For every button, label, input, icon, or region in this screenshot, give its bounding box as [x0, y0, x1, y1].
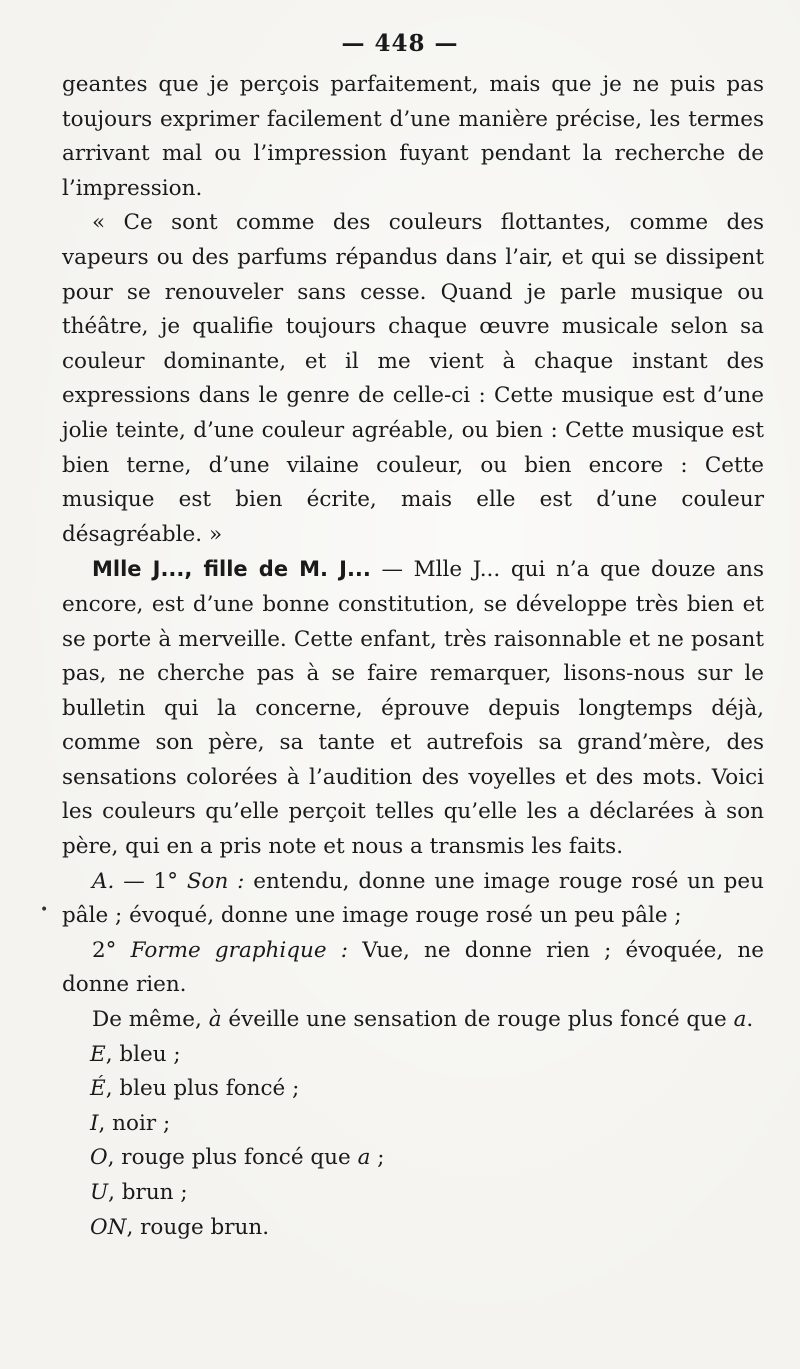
paragraph-forme	[62, 934, 764, 1003]
letter-a-grave: à	[208, 1007, 222, 1033]
paragraph-son-body: entendu, donne une image rouge rosé un peu pâle ; évoqué, donne une image rouge rosé un peu pâle ;	[62, 868, 764, 929]
list-text: , brun ;	[108, 1180, 188, 1205]
list-letter: ON	[90, 1214, 127, 1240]
list-text: , bleu plus foncé ;	[105, 1076, 300, 1102]
paragraph-mlle-j	[62, 552, 764, 864]
list-text: , rouge plus foncé que	[107, 1145, 358, 1171]
list-letter: É	[90, 1076, 106, 1102]
list-item	[62, 1038, 764, 1073]
list-text: , noir ;	[98, 1110, 171, 1136]
paragraph-son	[62, 865, 764, 934]
list-letter-a: a	[357, 1145, 371, 1171]
list-letter: O	[90, 1145, 108, 1171]
paragraph-quote: « Ce sont comme des couleurs flottantes, comme des vapeurs ou des parfums répandus dans l’air, et qui se dissipent pour se renouveler sans cesse. Quand je parle musique ou théâtre, je qualifie toujours chaque œuvre musicale selon sa couleur dominante, et il me vient à chaque instant des expressions dans le genre de celle-ci : Cette musique est d’une jolie teinte, d’une couleur agréable, ou bien : Cette musique est bien terne, d’une vilaine couleur, ou bien encore : Cette musique est bien écrite, mais elle est d’une couleur désagréable. »	[62, 210, 764, 547]
number-two: 2°	[92, 937, 131, 963]
list-letter: E	[90, 1041, 106, 1067]
body-text	[62, 68, 764, 1245]
de-meme-start: De même,	[92, 1007, 209, 1033]
de-meme-end: .	[746, 1007, 754, 1033]
list-letter: I	[90, 1110, 99, 1136]
section-heading: Mlle J..., fille de M. J...	[92, 557, 371, 582]
page-number: — 448 —	[341, 30, 459, 57]
paragraph-de-meme	[62, 1003, 764, 1038]
dash-number: — 1°	[114, 868, 187, 894]
margin-mark: •	[40, 902, 49, 918]
list-text: , bleu ;	[105, 1041, 181, 1067]
label-forme-graphique: Forme graphique :	[130, 937, 349, 963]
list-text: , rouge brun.	[126, 1214, 270, 1240]
list-item	[62, 1141, 764, 1176]
paragraph-mlle-j-body: — Mlle J... qui n’a que douze ans encore, est d’une bonne constitution, se développe très bien et se porte à merveille. Cette enfant, très raisonnable et ne posant pas, ne cherche pas à se faire remarquer, lisons-nous sur le bulletin qui la concerne, éprouve depuis longtemps déjà, comme son père, sa tante et autrefois sa grand’mère, des sensations colorées à l’audition des voyelles et des mots. Voici les couleurs qu’elle perçoit telles qu’elle les a déclarées à son père, qui en a pris note et nous a transmis les faits.	[62, 557, 764, 860]
list-item	[62, 1211, 764, 1246]
list-item	[62, 1176, 764, 1211]
list-item	[62, 1107, 764, 1142]
paragraph-continuation: geantes que je perçois parfaitement, mais que je ne puis pas toujours exprimer facilement d’une manière précise, les termes arrivant mal ou l’impression fuyant pendant la recherche de l’impression.	[62, 72, 764, 201]
list-item	[62, 1072, 764, 1107]
de-meme-body: éveille une sensation de rouge plus foncé que	[221, 1007, 734, 1033]
list-letter: U	[90, 1180, 109, 1205]
label-son: Son :	[186, 868, 245, 894]
paragraph-forme-body: Vue, ne donne rien ; évoquée, ne donne rien.	[62, 937, 765, 998]
list-suffix: ;	[370, 1145, 385, 1171]
label-a: A.	[92, 868, 115, 894]
letter-a: a	[733, 1007, 747, 1033]
